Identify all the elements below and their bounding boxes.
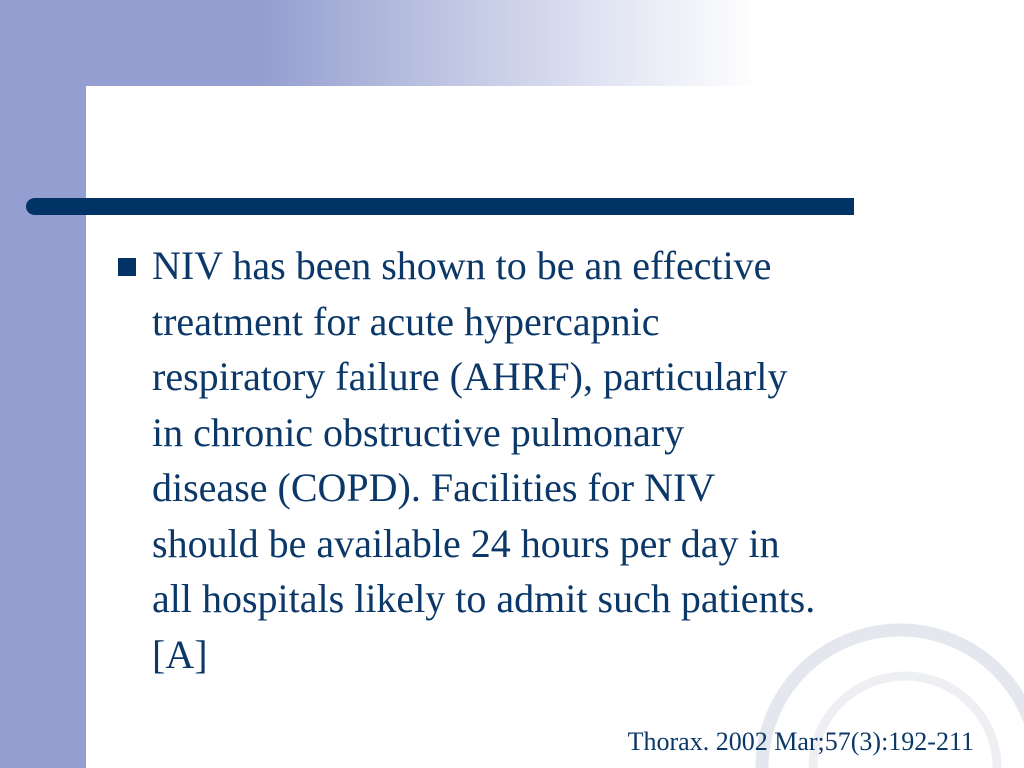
bullet-text: NIV has been shown to be an effective treatment for acute hypercapnic respiratory failure (AHRF), particularly in chronic obstructive pulmonary disease (COPD). Facilities for NIV should be available 24 hours per day in all hospitals likely to admit such patients. [A] bbox=[152, 243, 816, 677]
citation: Thorax. 2002 Mar;57(3):192-211 bbox=[627, 727, 974, 756]
title-divider-bar bbox=[26, 198, 854, 215]
square-bullet-icon bbox=[118, 258, 136, 276]
